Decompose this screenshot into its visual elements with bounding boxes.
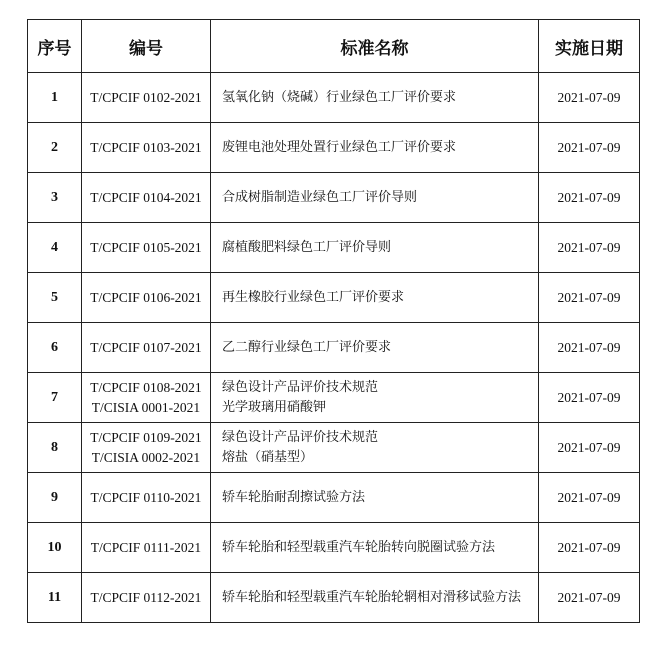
standard-code-cell [82, 573, 211, 623]
table-row [28, 273, 640, 323]
row-number: 11 [28, 573, 82, 623]
standard-name-cell [211, 523, 539, 573]
standard-code: T/CISIA 0001-2021 [91, 399, 201, 415]
header-date: 实施日期 [539, 20, 640, 73]
standard-code: T/CPCIF 0105-2021 [90, 239, 202, 255]
standard-code: T/CPCIF 0102-2021 [90, 89, 202, 105]
standard-name: 废锂电池处理处置行业绿色工厂评价要求 [222, 139, 457, 155]
row-number: 10 [28, 523, 82, 573]
standard-name-cell [211, 323, 539, 373]
implementation-date: 2021-07-09 [539, 323, 640, 373]
table-row [28, 573, 640, 623]
standard-name: 光学玻璃用硝酸钾 [222, 399, 327, 415]
implementation-date: 2021-07-09 [539, 573, 640, 623]
standard-code: T/CPCIF 0112-2021 [90, 589, 202, 605]
standard-name: 氢氧化钠（烧碱）行业绿色工厂评价要求 [222, 89, 457, 105]
standard-name-cell [211, 123, 539, 173]
row-number: 2 [28, 123, 82, 173]
table-row [28, 123, 640, 173]
implementation-date: 2021-07-09 [539, 123, 640, 173]
standard-name-cell [211, 173, 539, 223]
implementation-date: 2021-07-09 [539, 523, 640, 573]
implementation-date: 2021-07-09 [539, 73, 640, 123]
standard-code: T/CPCIF 0109-2021 [90, 429, 202, 445]
standard-name: 乙二醇行业绿色工厂评价要求 [222, 339, 392, 355]
standard-code: T/CPCIF 0111-2021 [90, 539, 202, 555]
standard-code-cell [82, 73, 211, 123]
standard-code-cell [82, 523, 211, 573]
implementation-date: 2021-07-09 [539, 423, 640, 473]
standard-code: T/CPCIF 0110-2021 [90, 489, 202, 505]
standard-code: T/CISIA 0002-2021 [91, 449, 201, 465]
implementation-date: 2021-07-09 [539, 273, 640, 323]
implementation-date: 2021-07-09 [539, 373, 640, 423]
row-number: 5 [28, 273, 82, 323]
table-row [28, 523, 640, 573]
table-row [28, 423, 640, 473]
standard-name: 腐植酸肥料绿色工厂评价导则 [222, 239, 392, 255]
standard-name: 合成树脂制造业绿色工厂评价导则 [222, 189, 418, 205]
implementation-date: 2021-07-09 [539, 473, 640, 523]
table-header-row [28, 20, 640, 73]
standard-code-cell [82, 173, 211, 223]
standard-code-cell [82, 423, 211, 473]
standard-name: 再生橡胶行业绿色工厂评价要求 [222, 289, 405, 305]
header-code: 编号 [82, 20, 211, 73]
row-number: 3 [28, 173, 82, 223]
standard-code-cell [82, 473, 211, 523]
standard-name-cell [211, 273, 539, 323]
standard-name-cell [211, 223, 539, 273]
standard-code-cell [82, 323, 211, 373]
standard-name: 绿色设计产品评价技术规范 [222, 379, 379, 395]
standard-code-cell [82, 373, 211, 423]
row-number: 6 [28, 323, 82, 373]
standard-code-cell [82, 223, 211, 273]
standard-name-cell [211, 73, 539, 123]
standard-name-cell [211, 573, 539, 623]
standard-name: 轿车轮胎和轻型载重汽车轮胎轮辋相对滑移试验方法 [222, 589, 522, 605]
table-row [28, 373, 640, 423]
standard-name-cell [211, 423, 539, 473]
standard-code-cell [82, 123, 211, 173]
table-row [28, 473, 640, 523]
standard-name-cell [211, 373, 539, 423]
table-row [28, 323, 640, 373]
header-name: 标准名称 [211, 20, 539, 73]
table-row [28, 73, 640, 123]
row-number: 4 [28, 223, 82, 273]
standard-name: 轿车轮胎和轻型载重汽车轮胎转向脱圈试验方法 [222, 539, 496, 555]
table-row [28, 173, 640, 223]
implementation-date: 2021-07-09 [539, 223, 640, 273]
standard-name: 绿色设计产品评价技术规范 [222, 429, 379, 445]
standard-name: 熔盐（硝基型） [222, 449, 314, 465]
row-number: 1 [28, 73, 82, 123]
implementation-date: 2021-07-09 [539, 173, 640, 223]
standard-code: T/CPCIF 0108-2021 [90, 379, 202, 395]
standards-table [27, 19, 640, 623]
row-number: 9 [28, 473, 82, 523]
standard-code: T/CPCIF 0103-2021 [90, 139, 202, 155]
row-number: 8 [28, 423, 82, 473]
standard-code: T/CPCIF 0104-2021 [90, 189, 202, 205]
header-no: 序号 [28, 20, 82, 73]
row-number: 7 [28, 373, 82, 423]
standard-name: 轿车轮胎耐刮擦试验方法 [222, 489, 366, 505]
table-body [28, 73, 640, 623]
standard-code: T/CPCIF 0107-2021 [90, 339, 202, 355]
standard-name-cell [211, 473, 539, 523]
table-row [28, 223, 640, 273]
standard-code: T/CPCIF 0106-2021 [90, 289, 202, 305]
standard-code-cell [82, 273, 211, 323]
